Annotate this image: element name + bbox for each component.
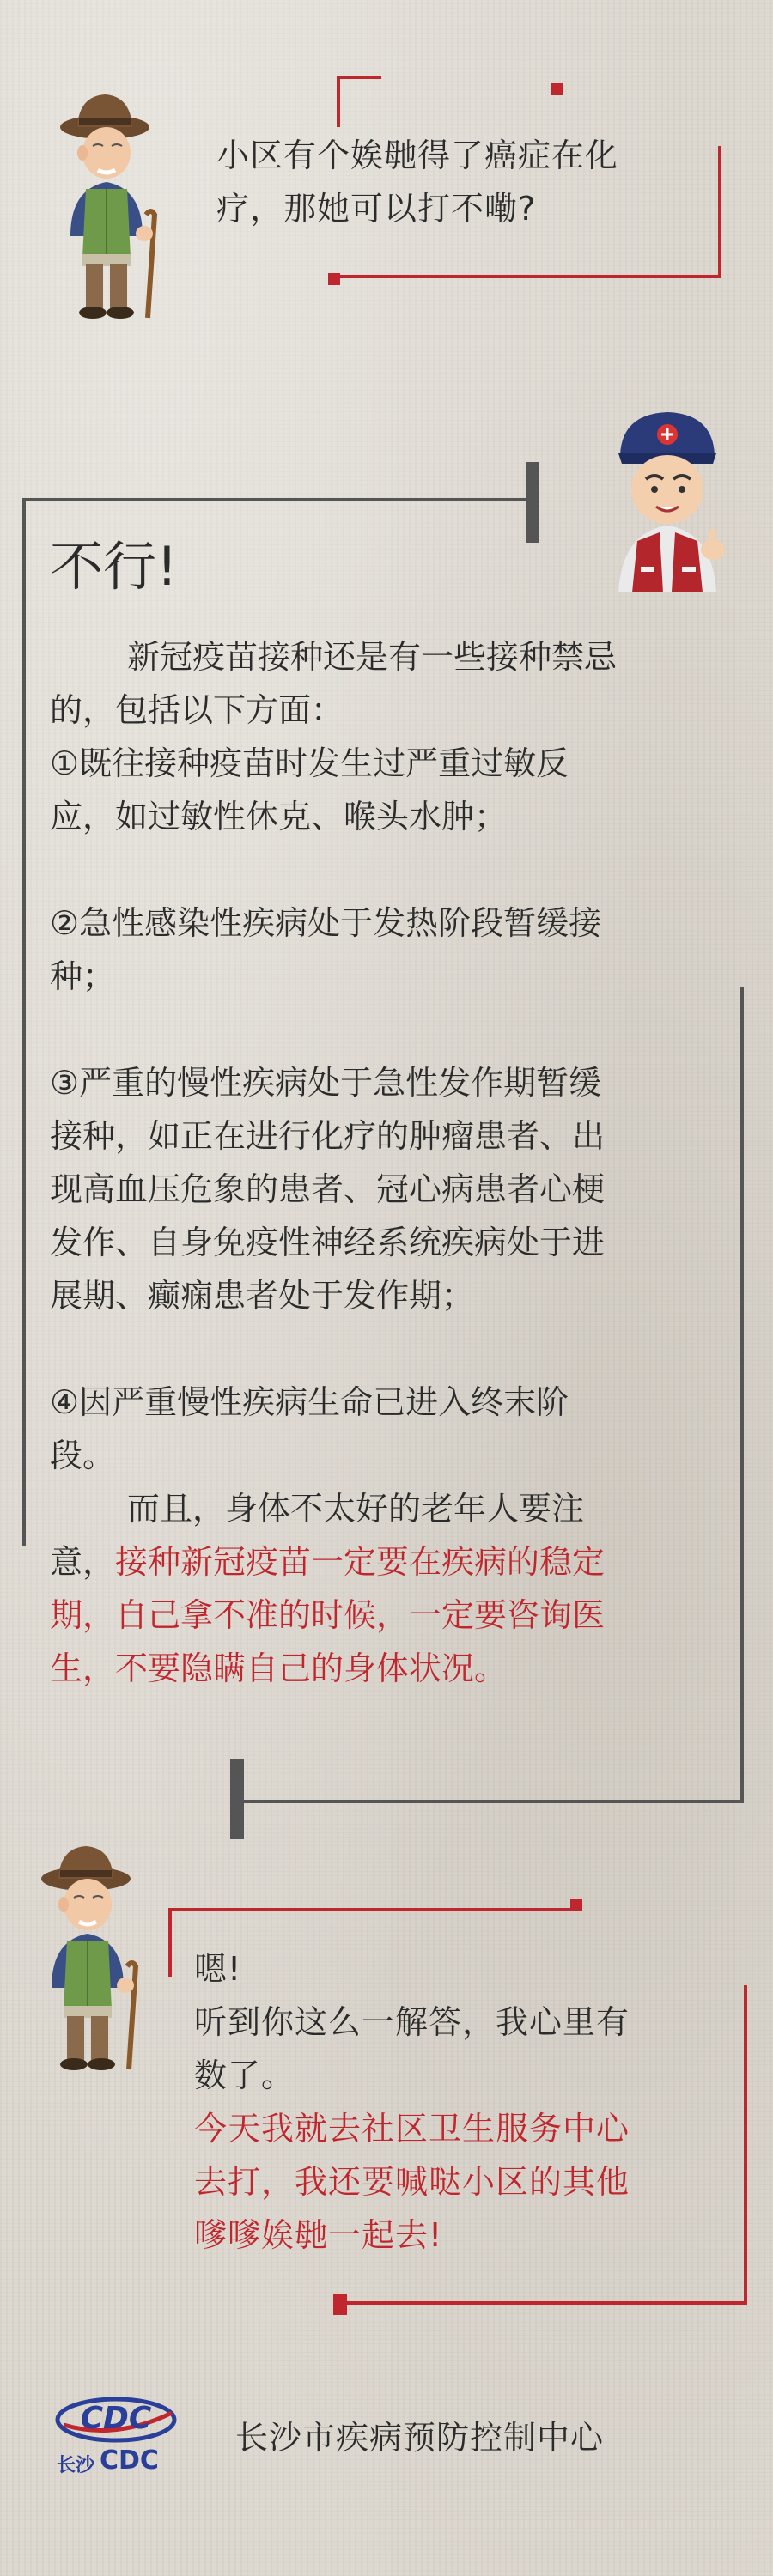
- bubble2-line: 听到你这么一解答，我心里有: [194, 2003, 630, 2041]
- answer-heading: 不行!: [50, 535, 178, 598]
- bubble2-frame-top: [168, 1908, 575, 1911]
- changsha-cdc-logo: [52, 2387, 180, 2483]
- logo-cdc-text: CDC: [100, 2445, 159, 2476]
- bubble1-question: [216, 129, 715, 235]
- bubble2-frame-right: [744, 1985, 747, 2305]
- item3-line: 展期、癫痫患者处于发作期；: [50, 1277, 475, 1315]
- item3-line: ③严重的慢性疾病处于急性发作期暂缓: [50, 1064, 602, 1102]
- note-plain-text: 意，: [50, 1543, 116, 1581]
- answer-frame-top-bar: [526, 462, 539, 543]
- answer-frame-left: [22, 498, 26, 1546]
- answer-frame-bottom-bar: [230, 1759, 244, 1839]
- bubble2-highlight-line: 今天我就去社区卫生服务中心: [194, 2110, 630, 2148]
- item4-line: 段。: [50, 1437, 116, 1474]
- note-line: [50, 1535, 728, 1589]
- bubble1-frame-bottom: [337, 275, 721, 278]
- item1-line: 应，如过敏性休克、喉头水肿；: [50, 798, 508, 835]
- item3-line: 发作、自身免疫性神经系统疾病处于进: [50, 1224, 606, 1261]
- elderly-man-illustration-top: [45, 86, 173, 326]
- bubble2-frame-bottom: [337, 2301, 747, 2305]
- logo-emblem-text: CDC: [80, 2401, 152, 2436]
- intro-line: 的，包括以下方面：: [50, 691, 344, 729]
- note-highlight-line: 生，不要隐瞒自己的身体状况。: [50, 1649, 508, 1687]
- answer-body: [50, 630, 728, 1695]
- answer-frame-bottom: [234, 1800, 744, 1803]
- bubble2-corner-marker-top: [570, 1899, 582, 1911]
- bubble1-frame-top: [337, 76, 381, 79]
- bubble1-frame-right-top: [337, 76, 340, 127]
- bubble2-highlight-line: 嗲嗲娭毑一起去!: [194, 2216, 443, 2254]
- note-highlight-line: 期，自己拿不准的时候，一定要咨询医: [50, 1596, 606, 1634]
- intro-line: 新冠疫苗接种还是有一些接种禁忌: [127, 638, 618, 676]
- item2-line: ②急性感染性疾病处于发热阶段暂缓接: [50, 904, 602, 942]
- bubble2-corner-marker-bottom: [333, 2294, 347, 2315]
- answer-frame-top: [22, 498, 527, 501]
- bubble1-line: 小区有个娭毑得了癌症在化: [216, 137, 619, 174]
- logo-city-text: 长沙: [57, 2455, 95, 2476]
- item3-line: 现高血压危象的患者、冠心病患者心梗: [50, 1170, 606, 1208]
- bubble1-frame-right: [718, 146, 721, 278]
- cdc-emblem-icon: [52, 2387, 180, 2447]
- bubble2-reply: [194, 1942, 727, 2262]
- organization-name: 长沙市疾病预防控制中心: [235, 2419, 605, 2457]
- elderly-man-illustration-bottom: [26, 1838, 155, 2078]
- health-worker-illustration: [603, 404, 732, 592]
- item4-line: ④因严重慢性疾病生命已进入终末阶: [50, 1383, 569, 1421]
- bubble1-corner-marker-bottom: [328, 273, 340, 285]
- item3-line: 接种，如正在进行化疗的肿瘤患者、出: [50, 1117, 606, 1155]
- bubble2-highlight-line: 去打，我还要喊哒小区的其他: [194, 2163, 630, 2201]
- note-line: 而且，身体不太好的老年人要注: [127, 1490, 585, 1528]
- note-highlight-text: 接种新冠疫苗一定要在疾病的稳定: [115, 1543, 606, 1581]
- item1-line: ①既往接种疫苗时发生过严重过敏反: [50, 744, 569, 782]
- bubble1-line: 疗，那她可以打不嘞?: [216, 190, 537, 228]
- bubble1-corner-marker-top: [551, 83, 563, 95]
- bubble2-frame-left-top: [168, 1908, 172, 1977]
- answer-frame-right: [740, 987, 744, 1803]
- item2-line: 种；: [50, 957, 116, 995]
- bubble2-line: 数了。: [194, 2057, 295, 2094]
- bubble2-line: 嗯!: [194, 1950, 242, 1988]
